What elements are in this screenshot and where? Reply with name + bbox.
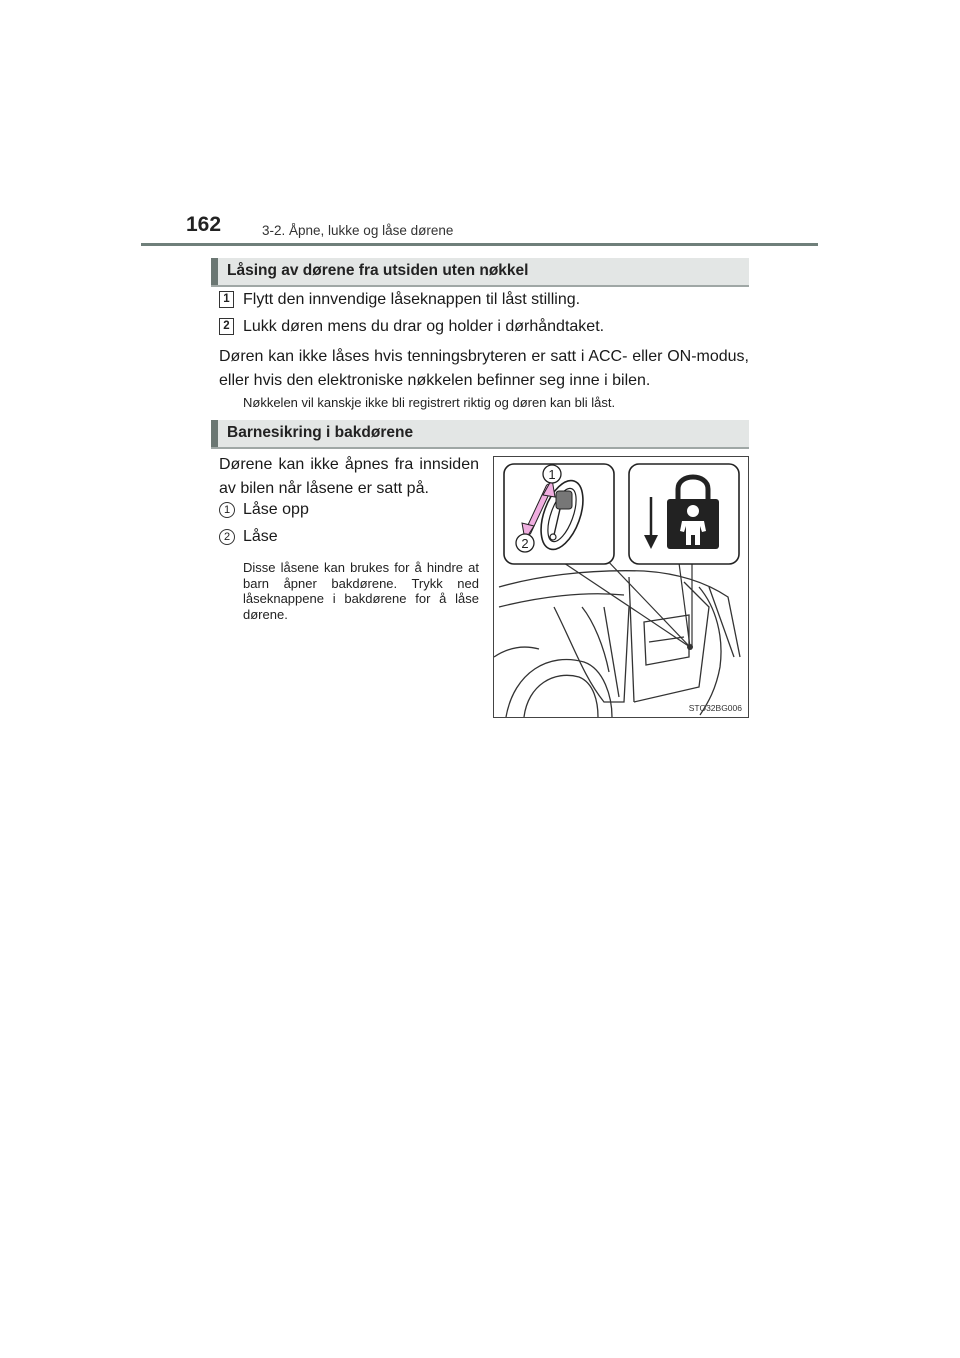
callout-1-label: 1	[548, 467, 556, 482]
section-title: Barnesikring i bakdørene	[227, 424, 414, 441]
figure-code: STO32BG006	[688, 703, 742, 713]
lock-location-marker	[687, 644, 693, 650]
section-title: Låsing av dørene fra utsiden uten nøkkel	[227, 262, 529, 279]
item-1-number: 1	[219, 502, 235, 518]
item-1-text: Låse opp	[243, 501, 309, 518]
breadcrumb: 3-2. Åpne, lukke og låse dørene	[262, 223, 454, 238]
step-2-badge: 2	[219, 318, 234, 335]
section-accent	[211, 420, 218, 447]
section-accent	[211, 258, 218, 285]
child-lock-illustration	[494, 457, 748, 717]
section-heading-child-lock	[211, 420, 749, 449]
locking-condition-paragraph: Døren kan ikke låses hvis tenningsbryteren er satt i ACC- eller ON-modus, eller hvis den elektroniske nøkkelen befinner seg inne i bilen.	[219, 348, 749, 389]
child-lock-figure	[493, 456, 749, 718]
step-1-text: Flytt den innvendige låseknappen til låst stilling.	[243, 291, 581, 308]
child-lock-paragraph: Dørene kan ikke åpnes fra innsiden av bilen når låsene er satt på.	[219, 456, 479, 497]
item-2-text: Låse	[243, 528, 278, 545]
step-1-badge: 1	[219, 291, 234, 308]
child-lock-note: Disse låsene kan brukes for å hindre at barn åpner bakdørene. Trykk ned låseknappene i bakdørene for å låse dørene.	[243, 560, 479, 622]
header-divider	[141, 243, 818, 246]
item-2-number: 2	[219, 529, 235, 545]
key-note: Nøkkelen vil kanskje ikke bli registrert riktig og døren kan bli låst.	[243, 395, 616, 410]
section-heading-keyless-locking	[211, 258, 749, 287]
page-number: 162	[186, 213, 222, 236]
callout-2-label: 2	[521, 536, 529, 551]
step-2-text: Lukk døren mens du drar og holder i dørhåndtaket.	[243, 318, 605, 335]
